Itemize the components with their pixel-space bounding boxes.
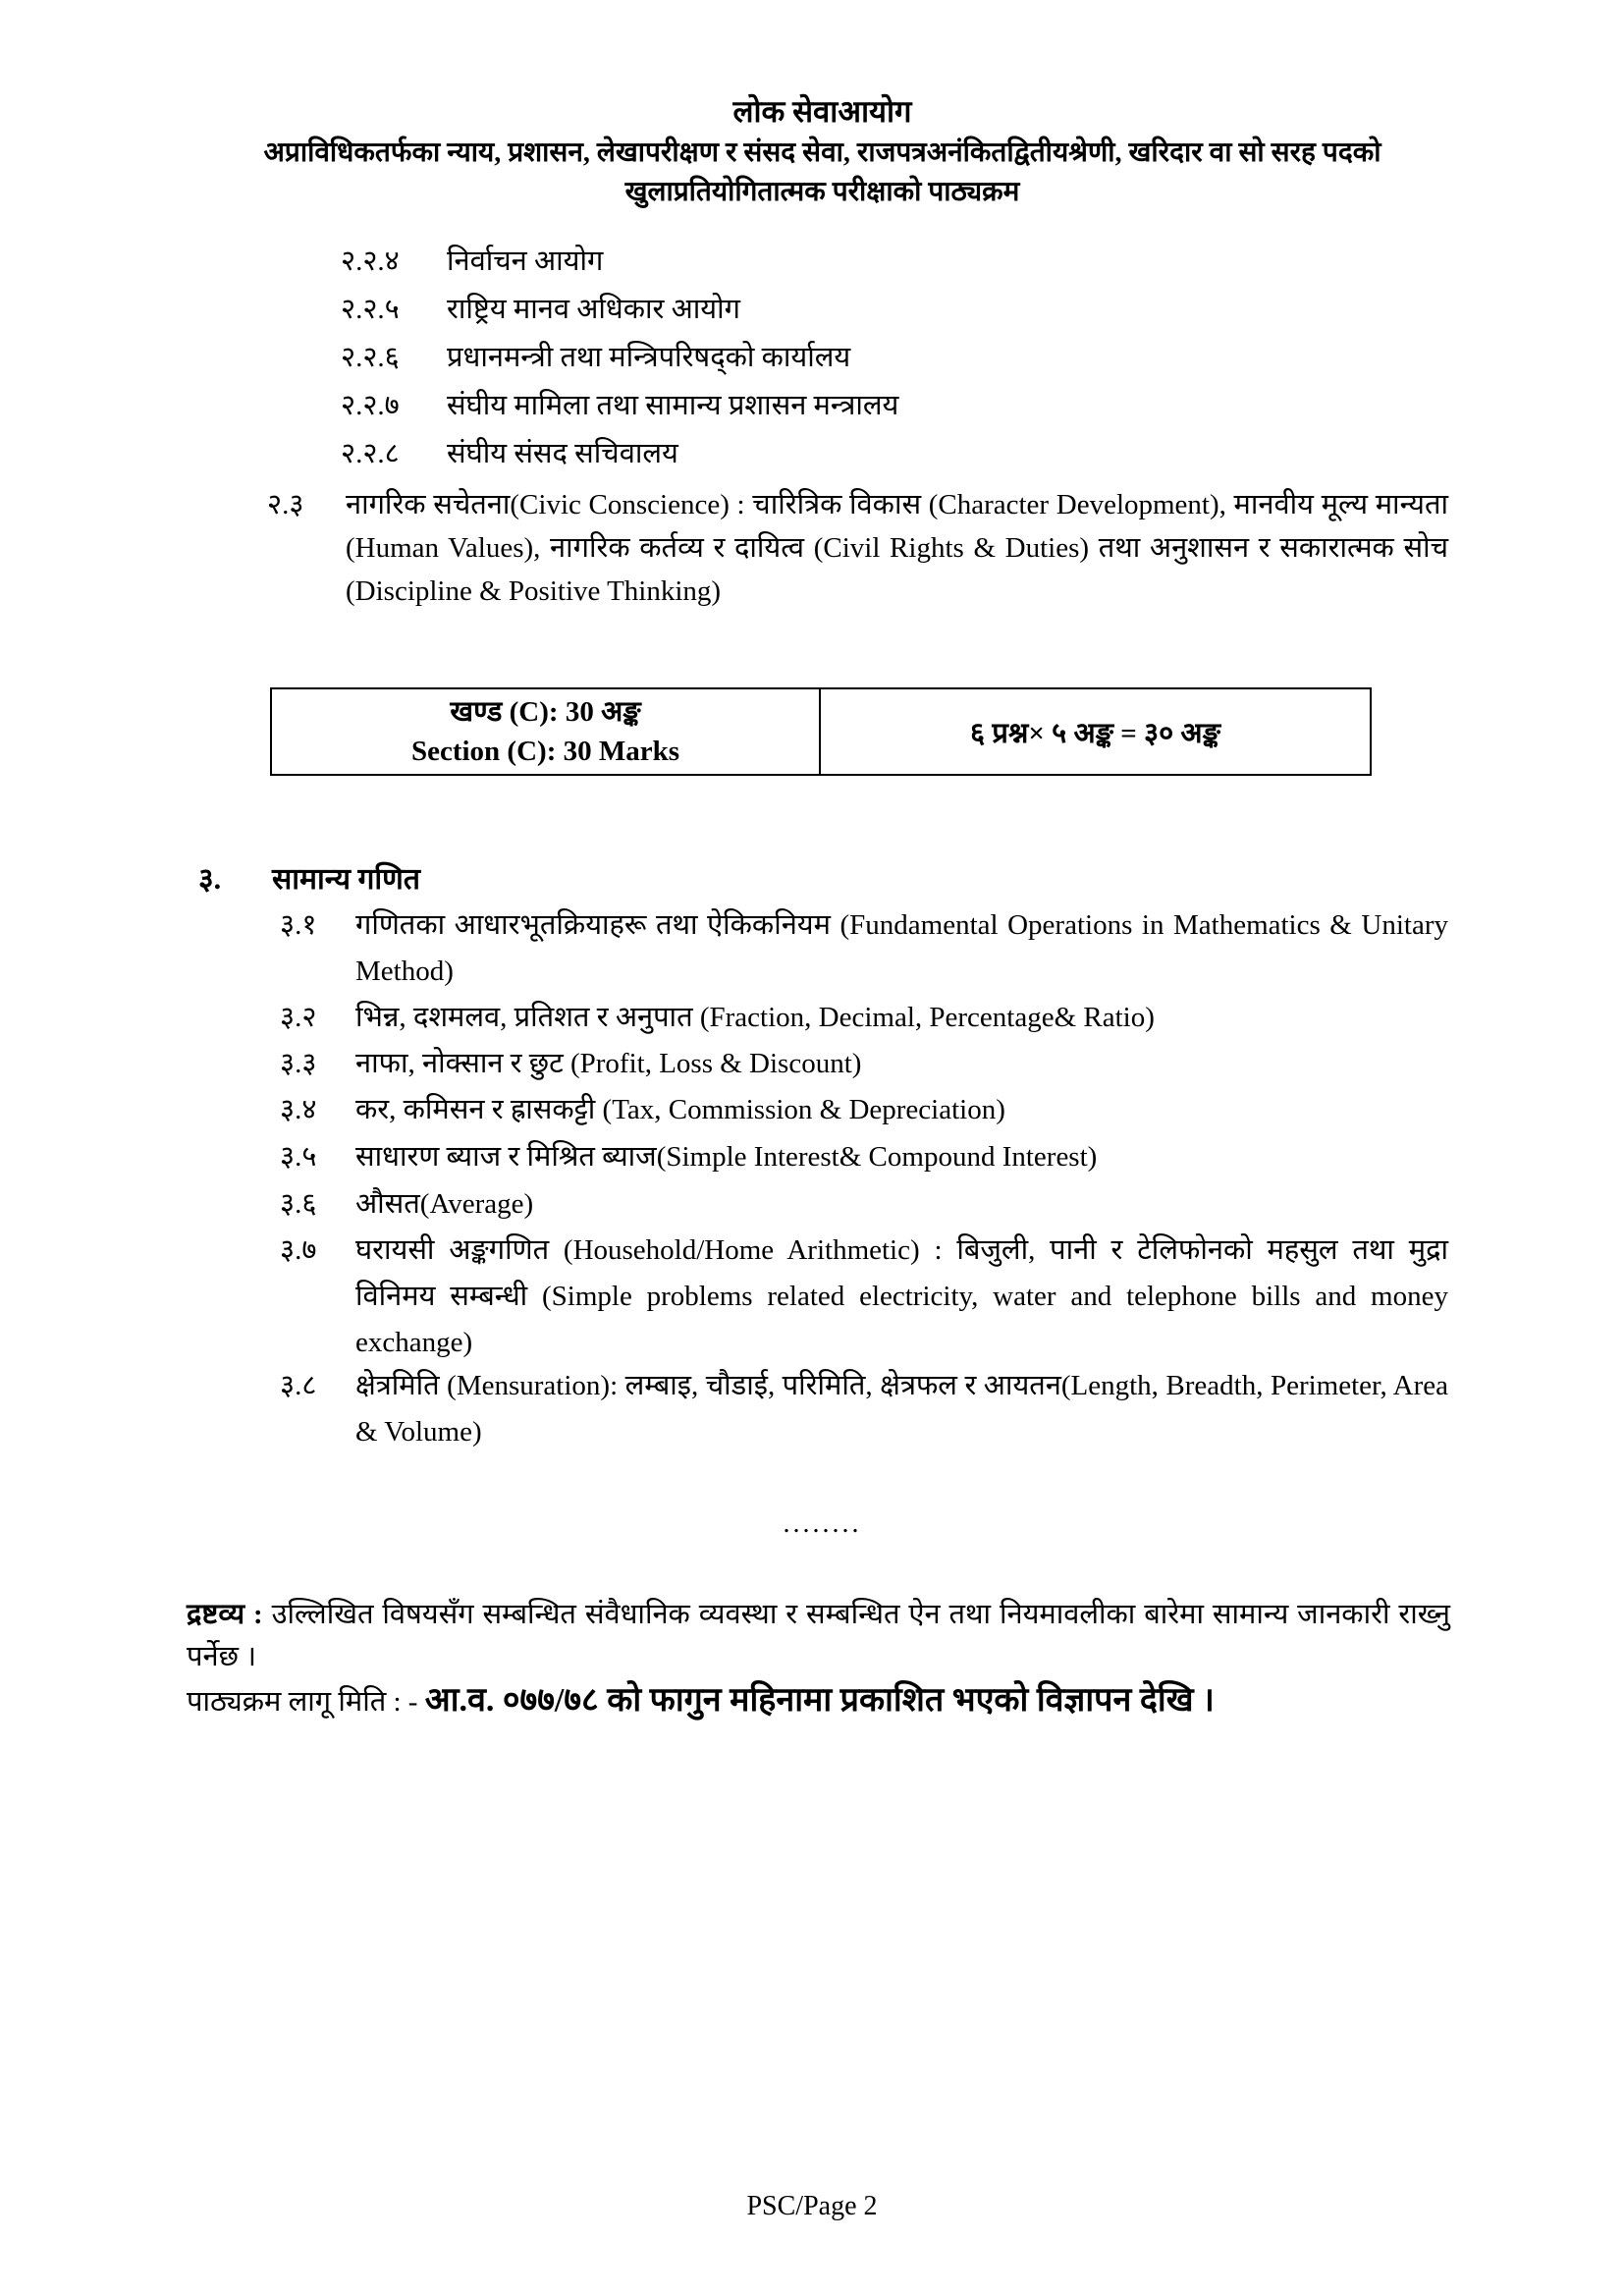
list-item-number: २.२.७ <box>341 390 400 421</box>
document-header <box>196 90 1448 212</box>
dots-separator: ........ <box>783 1508 862 1539</box>
list-item-text: निर्वाचन आयोग <box>447 246 604 277</box>
topic-item-3-5 <box>280 1134 1448 1180</box>
marks-formula: ६ प्रश्न× ५ अङ्क = ३० अङ्क <box>970 717 1220 749</box>
list-item-2-2-8 <box>341 431 678 477</box>
marks-cell-formula <box>821 689 1370 774</box>
effective-date-prefix: पाठ्यक्रम लागू मिति : - <box>187 1686 418 1718</box>
section-marks-table <box>270 687 1372 776</box>
topic-text: क्षेत्रमिति (Mensuration): लम्बाइ, चौडाई, परिमिति, क्षेत्रफल र आयतन(Length, Breadth, Perimeter, Area & Volume) <box>355 1370 1448 1448</box>
page-footer <box>0 2191 1624 2222</box>
topic-text: कर, कमिसन र ह्रासकट्टी (Tax, Commission & Depreciation) <box>355 1094 1005 1125</box>
page-number-label: PSC/Page 2 <box>746 2191 878 2221</box>
list-item-number: २.२.६ <box>341 342 400 373</box>
topic-number: ३.२ <box>280 1002 317 1033</box>
note-label: द्रष्टव्य : <box>187 1599 263 1630</box>
list-item-text: प्रधानमन्त्री तथा मन्त्रिपरिषद्को कार्यालय <box>447 342 851 373</box>
header-service-subtitle: अप्राविधिकतर्फका न्याय, प्रशासन, लेखापरीक्षण र संसद सेवा, राजपत्रअनंकितद्वितीयश्रेणी, खरिदार वा सो सरह पदको <box>263 137 1381 168</box>
list-item-text: संघीय मामिला तथा सामान्य प्रशासन मन्त्रालय <box>447 390 899 421</box>
topic-text: भिन्न, दशमलव, प्रतिशत र अनुपात (Fraction, Decimal, Percentage& Ratio) <box>355 1002 1155 1033</box>
list-item-2-3 <box>267 483 1448 613</box>
topic-number: ३.४ <box>280 1094 317 1125</box>
header-exam-type: खुलाप्रतियोगितात्मक परीक्षाको पाठ्यक्रम <box>624 177 1020 207</box>
header-org-name: लोक सेवाआयोग <box>732 94 912 129</box>
topic-text: घरायसी अङ्कगणित (Household/Home Arithmetic) : बिजुली, पानी र टेलिफोनको महसुल तथा मुद्रा विनिमय सम्बन्धी (Simple problems related electricity, water and telephone bills and money exchange) <box>355 1234 1448 1358</box>
list-item-2-2-7 <box>341 383 898 429</box>
note-text: उल्लिखित विषयसँग सम्बन्धित संवैधानिक व्यवस्था र सम्बन्धित ऐन तथा नियमावलीका बारेमा सामान्य जानकारी राख्नु पर्नेछ । <box>187 1599 1451 1672</box>
topic-number: ३.७ <box>280 1234 317 1266</box>
list-item-2-2-4 <box>341 239 603 285</box>
list-item-text: संघीय संसद सचिवालय <box>447 438 678 469</box>
list-item-text: नागरिक सचेतना(Civic Conscience) : चारित्रिक विकास (Character Development), मानवीय मूल्य मान्यता (Human Values), नागरिक कर्तव्य र दायित्व (Civil Rights & Duties) तथा अनुशासन र सकारात्मक सोच (Discipline & Positive Thinking) <box>346 489 1448 607</box>
topic-number: ३.३ <box>280 1048 317 1079</box>
list-item-2-2-5 <box>341 287 740 333</box>
list-item-number: २.३ <box>267 489 304 520</box>
section-label-nepali: खण्ड (C): 30 अङ्क <box>450 696 641 728</box>
note-paragraph <box>187 1594 1450 1678</box>
topic-number: ३.८ <box>280 1370 317 1401</box>
section-label-english: Section (C): 30 Marks <box>410 736 680 767</box>
topic-item-3-1 <box>280 902 1448 995</box>
list-item-number: २.२.४ <box>341 246 400 277</box>
topic-text: साधारण ब्याज र मिश्रित ब्याज(Simple Interest& Compound Interest) <box>355 1141 1098 1173</box>
topic-item-3-3 <box>280 1041 1448 1087</box>
topic-item-3-7 <box>280 1228 1448 1366</box>
marks-cell-section <box>272 689 821 774</box>
list-item-2-2-6 <box>341 335 850 381</box>
topic-number: ३.५ <box>280 1141 317 1173</box>
topic-text: नाफा, नोक्सान र छुट (Profit, Loss & Discount) <box>355 1048 862 1079</box>
topic-text: औसत(Average) <box>355 1188 534 1220</box>
list-item-number: २.२.५ <box>341 294 400 325</box>
section-title: सामान्य गणित <box>272 863 420 896</box>
topic-item-3-4 <box>280 1087 1448 1133</box>
effective-date-value: आ.व. ०७७/७८ को फागुन महिनामा प्रकाशित भएको विज्ञापन देखि । <box>424 1682 1215 1719</box>
topic-item-3-6 <box>280 1181 1448 1228</box>
topic-text: गणितका आधारभूतक्रियाहरू तथा ऐकिकनियम (Fundamental Operations in Mathematics & Unitary Method) <box>355 909 1448 987</box>
effective-date-line <box>187 1676 1463 1726</box>
section-3-heading <box>198 856 420 902</box>
topic-item-3-2 <box>280 995 1448 1041</box>
topic-item-3-8 <box>280 1363 1448 1455</box>
topic-number: ३.१ <box>280 909 317 941</box>
topic-number: ३.६ <box>280 1188 317 1220</box>
list-item-number: २.२.८ <box>341 438 400 469</box>
section-number: ३. <box>198 863 222 896</box>
list-item-text: राष्ट्रिय मानव अधिकार आयोग <box>447 294 740 325</box>
